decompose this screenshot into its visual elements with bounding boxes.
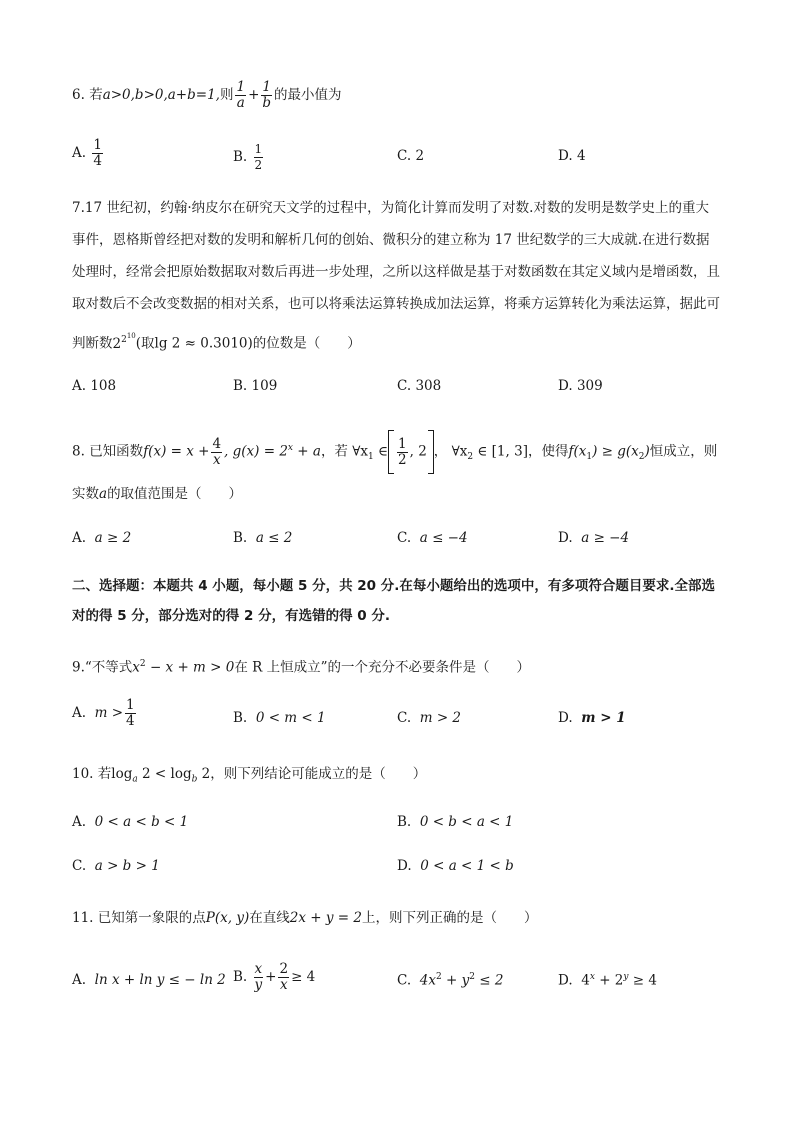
fraction: $\frac{2}{x}$	[279, 961, 289, 993]
question-6: 6. 若a>0,b>0,a+b=1,则 $\frac{1}{a}$ + $\frac{1}{b}$ 的最小值为	[72, 79, 342, 111]
q8-option-a: A. a ≥ 2	[72, 530, 132, 546]
q9-option-c: C. m > 2	[397, 710, 462, 726]
fraction: $\frac{1}{b}$	[262, 79, 272, 111]
q11-option-d: D. $4^x + 2^y \ge 4$	[558, 972, 657, 989]
question-9: 9.“不等式$x^2 - x + m > 0$在 R 上恒成立”的一个充分不必要条件是（ ）	[72, 659, 530, 676]
fraction: $\frac{1}{4}$	[93, 137, 102, 169]
left-bracket	[388, 430, 394, 474]
power-expression: $2^{2^{10}}$	[112, 332, 136, 352]
question-number: 9.	[72, 659, 85, 676]
question-number: 8.	[72, 443, 85, 460]
q11-option-b: B. $\frac{x}{y}$ + $\frac{2}{x}$ ≥ 4	[233, 961, 316, 993]
q10-option-a: A. 0 < a < b < 1	[72, 814, 189, 830]
q10-option-c: C. a > b > 1	[72, 858, 160, 874]
q11-option-a: A. ln x + ln y ≤ − ln 2	[72, 972, 226, 988]
q8-option-c: C. a ≤ −4	[397, 530, 468, 546]
q6-option-c: C. 2	[397, 148, 425, 164]
q6-option-b: B. $\frac{1}{2}$	[233, 142, 263, 172]
fraction: $\frac{1}{2}$	[254, 142, 263, 172]
question-11: 11. 已知第一象限的点P(x, y)在直线2x + y = 2上，则下列正确的是（ ）	[72, 910, 538, 926]
fraction: $\frac{x}{y}$	[254, 961, 263, 993]
question-8-line-2: 实数a的取值范围是（ ）	[72, 486, 243, 502]
question-number: 11.	[72, 910, 94, 926]
q6-option-d: D. 4	[558, 148, 586, 164]
q9-option-a: A. m > $\frac{1}{4}$	[72, 697, 135, 729]
fraction: $\frac{1}{2}$	[398, 435, 407, 468]
q9-option-b: B. 0 < m < 1	[233, 710, 326, 726]
question-7: 7.17 世纪初，约翰·纳皮尔在研究天文学的过程中，为简化计算而发明了对数.对数的发明是数学史上的重大事件，恩格斯曾经把对数的发明和解析几何的创始、微积分的建立称为 17 世纪数学的三大成就.在进行数据处理时，经常会把原始数据取对数后再进一步处理，之所以这样做是基于对数函数在其定义域内是增函数，且取对数后不会改变数据的相对关系，也可以将乘法运算转换成加法运算，将乘方运算转化为乘法运算，据此可判断数$2^{2^{10}}$(取lg 2 ≈ 0.3010)的位数是（ ）	[72, 200, 720, 352]
fraction: $\frac{4}{x}$	[212, 435, 222, 468]
q7-option-c: C. 308	[397, 378, 442, 394]
fraction: $\frac{1}{a}$	[236, 79, 246, 111]
fraction: $\frac{1}{4}$	[126, 697, 135, 729]
q11-option-c: C. $4x^2 + y^2 \le 2$	[397, 972, 504, 989]
q7-option-a: A. 108	[72, 378, 117, 394]
q6-option-a: A. $\frac{1}{4}$	[72, 137, 102, 169]
q8-option-d: D. a ≥ −4	[558, 530, 630, 546]
q7-option-d: D. 309	[558, 378, 603, 394]
q10-option-b: B. 0 < b < a < 1	[397, 814, 514, 830]
q10-option-d: D. 0 < a < 1 < b	[397, 858, 514, 874]
question-number: 10.	[72, 766, 94, 782]
q9-option-d: D. m > 1	[558, 710, 626, 726]
question-10: 10. 若$\log_a 2 < \log_b 2$，则下列结论可能成立的是（ ）	[72, 766, 427, 785]
section-heading: 二、选择题：本题共 4 小题，每小题 5 分，共 20 分.在每小题给出的选项中，有多项符合题目要求.全部选对的得 5 分，部分选对的得 2 分，有选错的得 0 分.	[72, 578, 716, 624]
question-8: 8. 已知函数f(x) = x + $\frac{4}{x}$ , $g(x) = 2^x + a$，若 $\forall x_1$ ∈ $\frac{1}{2}$ , 2 ， $\forall x_2$ ∈ [1, 3]，使得$f(x_1) \ge g(x_2)$恒成立，则	[72, 426, 722, 479]
question-number: 7.	[72, 200, 85, 216]
q8-option-b: B. a ≤ 2	[233, 530, 293, 546]
q7-option-b: B. 109	[233, 378, 278, 394]
question-number: 6.	[72, 87, 85, 103]
